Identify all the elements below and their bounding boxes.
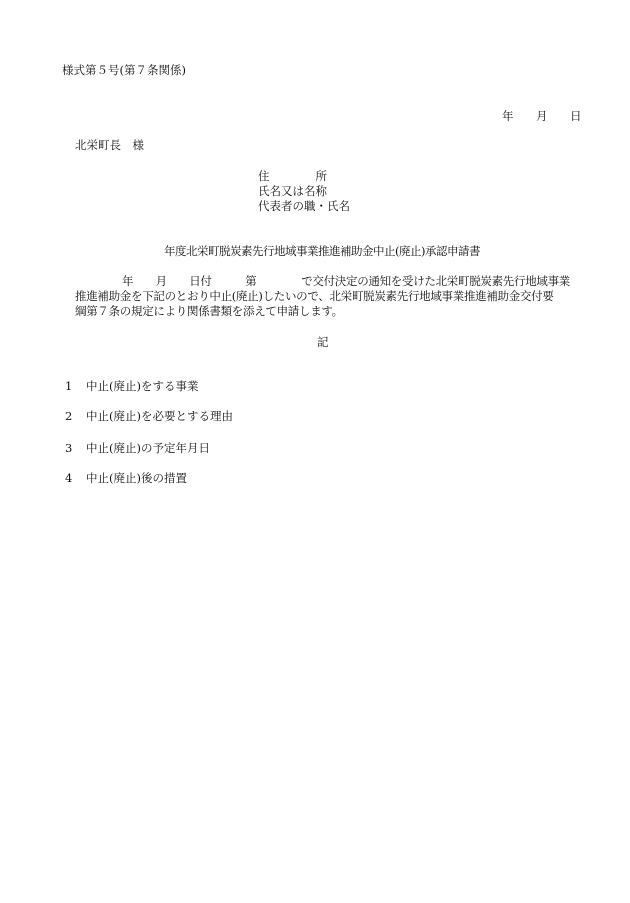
representative-label: 代表者の職・氏名	[258, 199, 350, 213]
document-title: 年度北栄町脱炭素先行地域事業推進補助金中止(廃止)承認申請書	[164, 244, 480, 258]
item-number: 1	[65, 379, 73, 393]
addressee: 北栄町長 様	[75, 138, 144, 152]
item-number: 2	[65, 409, 73, 423]
item-text: 中止(廃止)を必要とする理由	[86, 409, 233, 423]
date-month: 月	[536, 109, 548, 123]
form-number: 様式第５号(第７条関係)	[62, 63, 186, 77]
body-line-2: 推進補助金を下記のとおり中止(廃止)したいので、北栄町脱炭素先行地域事業推進補助金交付要	[75, 289, 554, 303]
body-line-1: 年 月 日付 第 で交付決定の通知を受けた北栄町脱炭素先行地域事業	[122, 274, 570, 288]
item-text: 中止(廃止)をする事業	[86, 379, 199, 393]
body-line-3: 綱第７条の規定により関係書類を添えて申請します。	[75, 304, 343, 318]
date-day: 日	[570, 109, 582, 123]
item-number: 3	[65, 441, 73, 455]
item-text: 中止(廃止)後の措置	[86, 471, 187, 485]
item-number: 4	[65, 471, 73, 485]
item-text: 中止(廃止)の予定年月日	[86, 441, 210, 455]
address-label: 住 所	[258, 169, 327, 183]
name-label: 氏名又は名称	[258, 184, 327, 198]
date-year: 年	[502, 109, 514, 123]
ki-heading: 記	[317, 335, 329, 349]
